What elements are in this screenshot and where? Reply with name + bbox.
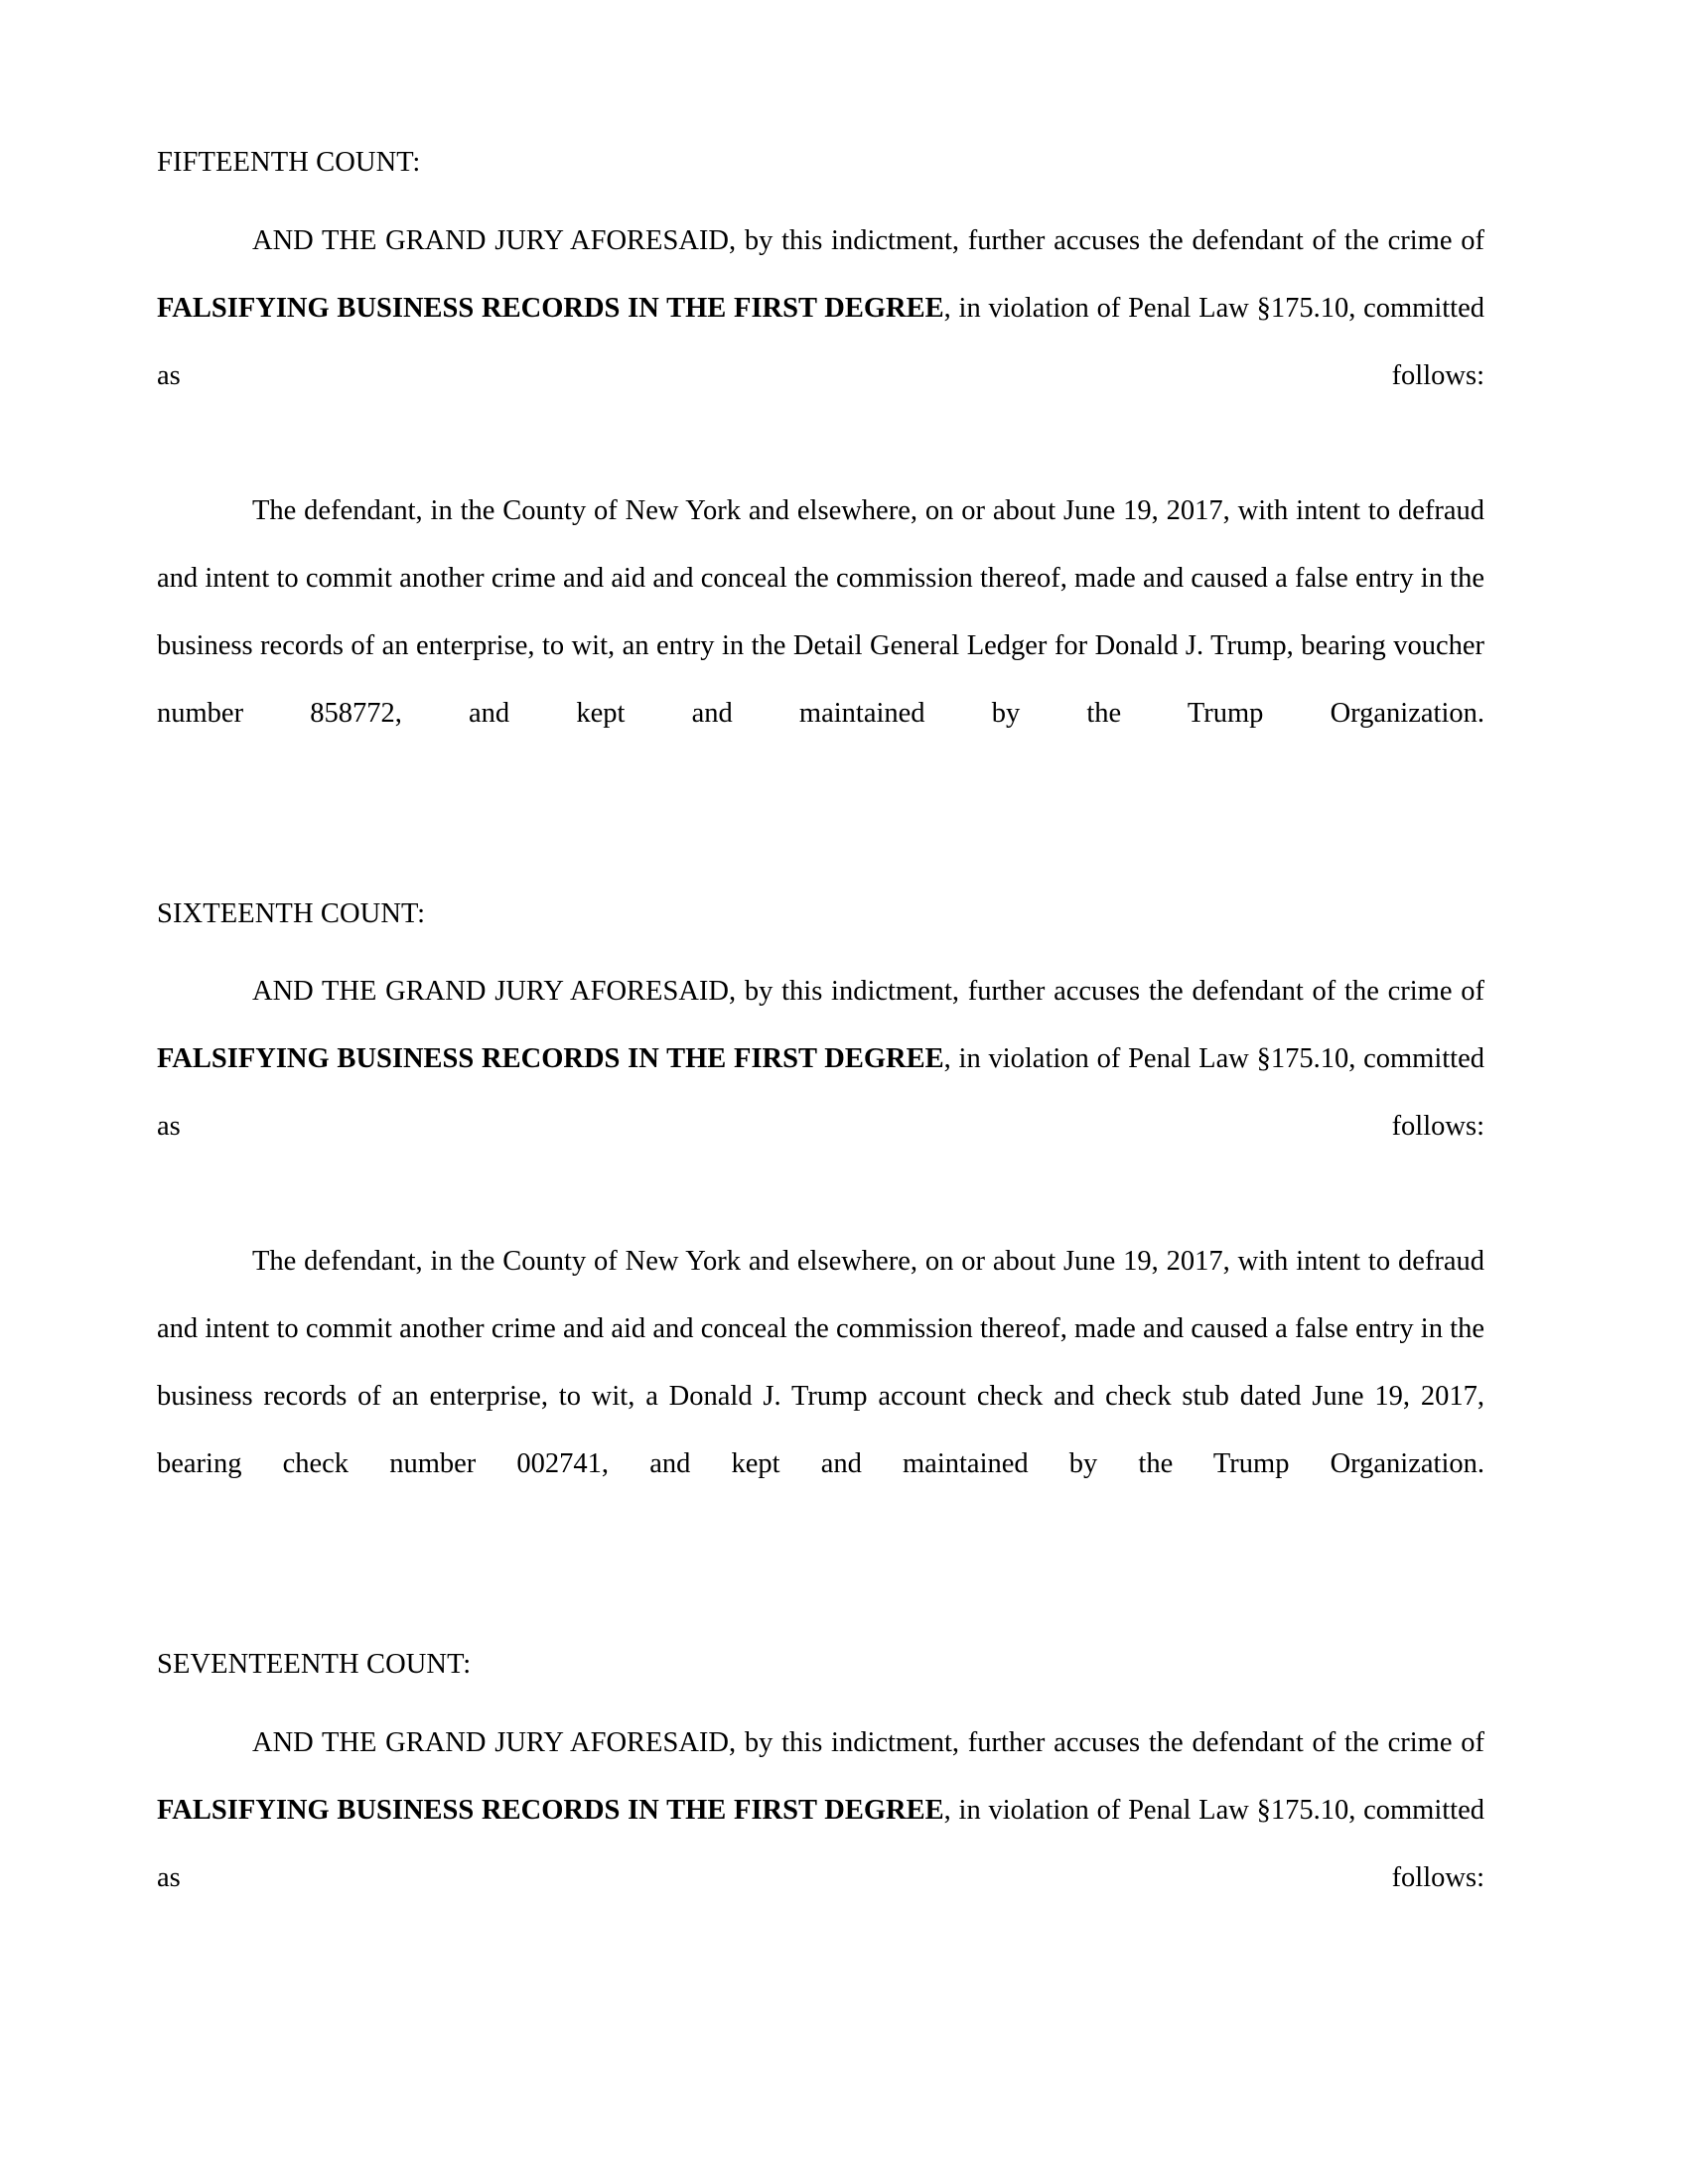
- charge-lead-text: AND THE GRAND JURY AFORESAID, by this indictment, further accuses the defendant of the crime of: [252, 224, 1484, 256]
- charge-name-text: FALSIFYING BUSINESS RECORDS IN THE FIRST DEGREE: [157, 1043, 944, 1074]
- charge-lead-text: AND THE GRAND JURY AFORESAID, by this indictment, further accuses the defendant of the crime of: [252, 976, 1484, 1007]
- charge-tail-text: , in violation of Penal Law §175.10, committed as follows:: [157, 292, 1484, 391]
- charge-paragraph-seventeenth: [157, 1709, 1484, 1979]
- count-heading-sixteenth: SIXTEENTH COUNT:: [157, 897, 426, 929]
- charge-paragraph-sixteenth: [157, 958, 1484, 1228]
- count-block-fifteenth: [157, 149, 1484, 815]
- charge-paragraph-fifteenth: [157, 207, 1484, 478]
- count-separator: [157, 815, 1484, 900]
- count-block-seventeenth: [157, 1651, 1484, 1979]
- charge-tail-text: , in violation of Penal Law §175.10, committed as follows:: [157, 1794, 1484, 1893]
- charge-name-text: FALSIFYING BUSINESS RECORDS IN THE FIRST DEGREE: [157, 1794, 944, 1826]
- allegation-paragraph-sixteenth: The defendant, in the County of New York and elsewhere, on or about June 19, 2017, with intent to defraud and intent to commit another crime and aid and conceal the commission thereof, made and caused a false entry in the business records of an enterprise, to wit, a Donald J. Trump account check and check stub dated June 19, 2017, bearing check number 002741, and kept and maintained by the Trump Organization.: [157, 1246, 1484, 1479]
- count-block-sixteenth: [157, 897, 1484, 1567]
- count-heading-seventeenth: SEVENTEENTH COUNT:: [157, 1649, 472, 1680]
- allegation-paragraph-fifteenth: The defendant, in the County of New York and elsewhere, on or about June 19, 2017, with intent to defraud and intent to commit another crime and aid and conceal the commission thereof, made and caused a false entry in the business records of an enterprise, to wit, an entry in the Detail General Ledger for Donald J. Trump, bearing voucher number 858772, and kept and maintained by the Trump Organization.: [157, 494, 1484, 729]
- charge-tail-text: , in violation of Penal Law §175.10, committed as follows:: [157, 1043, 1484, 1142]
- count-heading-fifteenth: FIFTEENTH COUNT:: [157, 147, 421, 178]
- charge-name-text: FALSIFYING BUSINESS RECORDS IN THE FIRST DEGREE: [157, 292, 944, 324]
- count-separator: [157, 1566, 1484, 1651]
- charge-lead-text: AND THE GRAND JURY AFORESAID, by this indictment, further accuses the defendant of the crime of: [252, 1726, 1484, 1758]
